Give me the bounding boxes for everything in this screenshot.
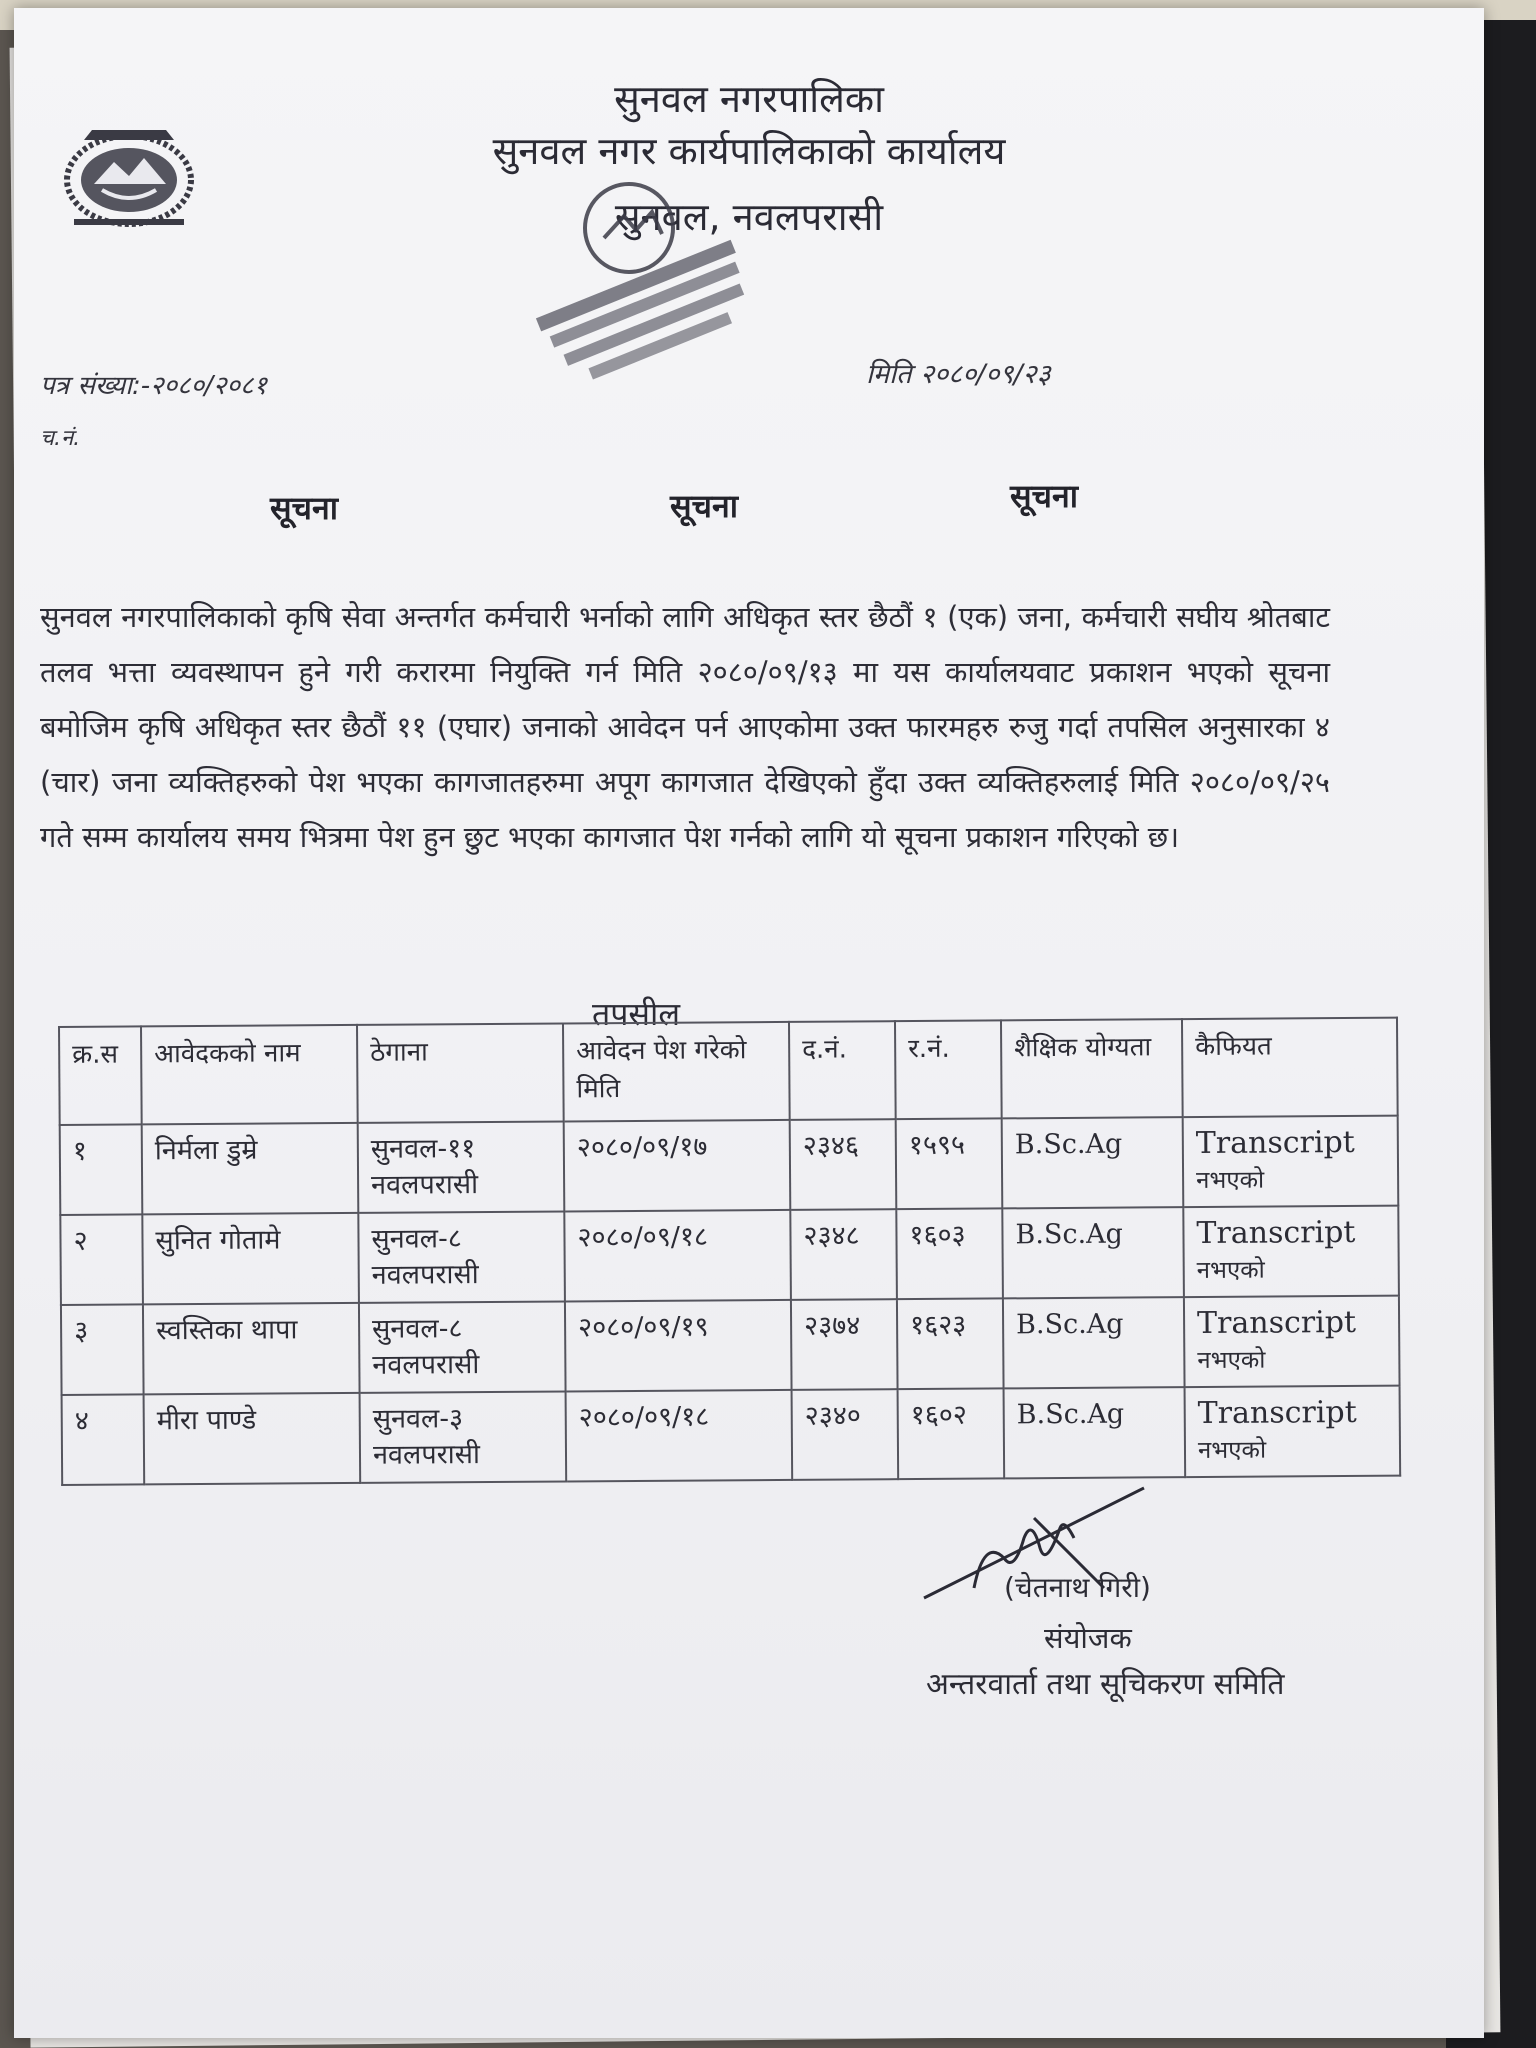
remark-status: नभएको [1196, 1255, 1265, 1285]
table-header-row [59, 1018, 1398, 1125]
address-district: नवलपरासी [371, 1169, 479, 1201]
municipality-name: सुनवल नगरपालिका [614, 77, 884, 121]
cell-qualification: B.Sc.Ag [1004, 1387, 1186, 1478]
remark-document: Transcript [1195, 1124, 1355, 1162]
cell-remarks [1183, 1206, 1399, 1297]
header-darta-number: द.नं. [789, 1021, 896, 1120]
notice-paper [14, 8, 1484, 2038]
notice-title-right: सूचना [1010, 477, 1079, 515]
signer-committee: अन्तरवार्ता तथा सूचिकरण समिति [926, 1667, 1285, 1702]
header-application-date: आवेदन पेश गरेको मिति [563, 1022, 790, 1122]
cell-serial: ४ [62, 1394, 145, 1485]
cell-roll: १६२३ [897, 1298, 1004, 1389]
notice-title-center: सूचना [670, 487, 739, 525]
remark-document: Transcript [1196, 1214, 1356, 1252]
header-remarks: कैफियत [1182, 1018, 1398, 1117]
cell-roll: १६०३ [896, 1208, 1003, 1299]
table-caption: तपसील [592, 995, 681, 1033]
notice-body: सुनवल नगरपालिकाको कृषि सेवा अन्तर्गत कर्मचारी भर्नाको लागि अधिकृत स्तर छैठौं १ (एक) जना, कर्मचारी सघीय श्रोतबाट तलव भत्ता व्यवस्थापन हुने गरी करारमा नियुक्ति गर्न मिति २०८०/०९/१३ मा यस कार्यालयवाट प्रकाशन भएको सूचना बमोजिम कृषि अधिकृत स्तर छैठौं ११ (एघार) जनाको आवेदन पर्न आएकोमा उक्त फारमहरु रुजु गर्दा तपसिल अनुसारका ४ (चार) जना व्यक्तिहरुको पेश भएका कागजातहरुमा अपूग कागजात देखिएको हुँदा उक्त व्यक्तिहरुलाई मिति २०८०/०९/२५ गते सम्म कार्यालय समय भित्रमा पेश हुन छुट भएका कागजात पेश गर्नको लागि यो सूचना प्रकाशन गरिएको छ। [40, 600, 1330, 854]
notice-title-left: सूचना [270, 489, 339, 527]
signer-name: (चेतनाथ गिरी) [1004, 1571, 1151, 1604]
header-qualification: शैक्षिक योग्यता [1001, 1019, 1183, 1118]
remark-status: नभएको [1196, 1165, 1265, 1195]
cell-name: सुनित गोतामे [142, 1213, 359, 1305]
office-stamp [534, 168, 764, 398]
header-roll-number: र.नं. [895, 1020, 1002, 1119]
dispatch-number-label: च.नं. [40, 426, 81, 451]
remark-document: Transcript [1197, 1394, 1357, 1432]
cell-name: निर्मला डुम्रे [142, 1123, 359, 1215]
address-district: नवलपरासी [372, 1439, 481, 1471]
cell-qualification: B.Sc.Ag [1002, 1117, 1184, 1208]
cell-address [360, 1391, 567, 1482]
address-district: नवलपरासी [371, 1259, 479, 1291]
cell-qualification: B.Sc.Ag [1003, 1297, 1185, 1388]
cell-serial: ३ [61, 1304, 144, 1395]
header-applicant-name: आवेदकको नाम [141, 1025, 358, 1125]
cell-darta: २३४८ [790, 1209, 897, 1300]
remark-status: नभएको [1197, 1345, 1266, 1375]
office-location: सुनवल, नवलपरासी [614, 195, 884, 239]
remark-status: नभएको [1197, 1435, 1267, 1465]
cell-serial: १ [60, 1124, 143, 1215]
reference-number: पत्र संख्या:-२०८०/२०८१ [40, 371, 268, 401]
address-ward: सुनवल-३ [372, 1403, 464, 1435]
cell-qualification: B.Sc.Ag [1002, 1207, 1184, 1298]
cell-address [358, 1211, 565, 1302]
cell-remarks [1183, 1116, 1399, 1207]
table-row [60, 1206, 1399, 1305]
table-row [60, 1116, 1399, 1215]
cell-address [359, 1301, 566, 1392]
cell-darta: २३४६ [790, 1119, 897, 1210]
cell-roll: १६०२ [898, 1388, 1005, 1479]
cell-date: २०८०/०९/१८ [564, 1210, 791, 1302]
address-district: नवलपरासी [372, 1349, 480, 1381]
header-address: ठेगाना [357, 1023, 564, 1122]
cell-darta: २३४० [792, 1389, 899, 1480]
letter-date: मिति २०८०/०९/२३ [866, 359, 1051, 390]
address-ward: सुनवल-८ [372, 1313, 463, 1345]
office-name: सुनवल नगर कार्यपालिकाको कार्यालय [492, 129, 1006, 173]
address-ward: सुनवल-८ [371, 1223, 462, 1255]
cell-roll: १५९५ [896, 1118, 1003, 1209]
cell-remarks [1184, 1296, 1400, 1387]
cell-serial: २ [60, 1214, 143, 1305]
address-ward: सुनवल-११ [370, 1133, 476, 1165]
applicant-table [58, 1017, 1401, 1486]
cell-date: २०८०/०९/१९ [565, 1300, 792, 1392]
cell-date: २०८०/०९/१७ [564, 1120, 791, 1212]
cell-darta: २३७४ [791, 1299, 898, 1390]
cell-remarks [1185, 1386, 1401, 1477]
remark-document: Transcript [1196, 1304, 1357, 1342]
header-serial: क्र.स [59, 1026, 142, 1125]
table-row [61, 1296, 1400, 1395]
table-row [62, 1386, 1401, 1485]
cell-name: मीरा पाण्डे [144, 1393, 361, 1485]
signer-role: संयोजक [1044, 1621, 1132, 1655]
cell-address [358, 1121, 565, 1212]
cell-date: २०८०/०९/१८ [566, 1390, 793, 1482]
cell-name: स्वस्तिका थापा [143, 1303, 360, 1395]
